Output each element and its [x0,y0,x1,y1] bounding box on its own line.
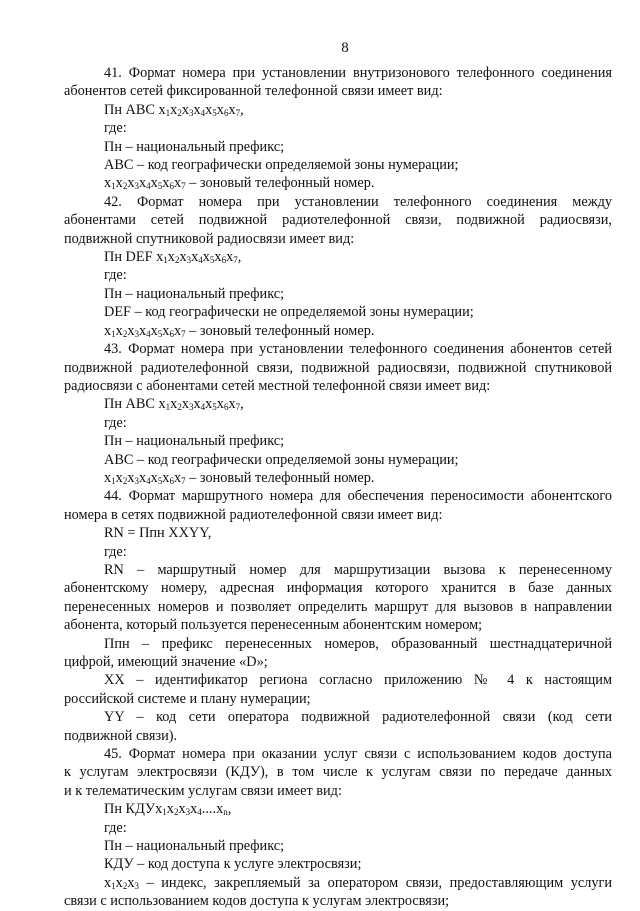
text-line: подвижной связи). [64,727,178,744]
text-line: 42. Формат номера при установлении телефонного соединения между [104,193,612,210]
text-line: подвижной радиотелефонной связи, подвижной радиосвязи, подвижной спутниковой [64,359,612,376]
text-line: номера в сетях подвижной радиотелефонной связи имеет вид: [64,506,443,523]
text-line: КДУ – код доступа к услуге электросвязи; [104,856,362,873]
text-line: 45. Формат номера при оказании услуг связи с использованием кодов доступа [104,746,612,763]
text-line: где: [104,414,127,431]
text-line: где: [104,120,127,137]
text-line: Пн – национальный префикс; [104,433,285,450]
text-line: 41. Формат номера при установлении внутризонового телефонного соединения [104,65,612,81]
text-line: Пн DEF $x_1x_2x_3x_4x_5x_6x_7$, [104,249,242,266]
text-line: абонентов сетей фиксированной телефонной связи имеет вид: [64,83,443,100]
text-line: $x_1x_2x_3$ – индекс, закрепляемый за оператором связи, предоставляющим услуги [104,874,612,891]
text-line: ABC – код географически определяемой зоны нумерации; [104,451,459,468]
text-line: Пн – национальный префикс; [104,285,285,302]
text-line: $x_1x_2x_3x_4x_5x_6x_7$ – зоновый телефонный номер. [104,175,375,192]
text-line: Пн ABC $x_1x_2x_3x_4x_5x_6x_7$, [104,101,244,118]
text-line: Пн – национальный префикс; [104,138,285,155]
text-line: радиосвязи с абонентами сетей местной телефонной связи имеет вид: [64,377,491,394]
text-line: XX – идентификатор региона согласно приложению № 4 к настоящим [104,672,612,689]
text-line: Пн ABC $x_1x_2x_3x_4x_5x_6x_7$, [104,396,244,413]
text-line: где: [104,543,127,560]
page-number: 8 [341,40,349,56]
text-line: Ппн – префикс перенесенных номеров, образованный шестнадцатеричной [104,635,612,652]
text-line: DEF – код географически не определяемой зоны нумерации; [104,304,474,321]
text-line: $x_1x_2x_3x_4x_5x_6x_7$ – зоновый телефонный номер. [104,469,375,486]
text-line: к услугам электросвязи (КДУ), в том числе к услугам связи по передаче данных [64,764,612,781]
text-line: цифрой, имеющий значение «D»; [64,654,268,670]
text-line: Пн $КДУx_1x_2x_3x_4....x_n$, [104,801,232,818]
text-line: $x_1x_2x_3x_4x_5x_6x_7$ – зоновый телефонный номер. [104,322,375,339]
text-line: абонента, который пользуется перенесенным абонентским номером; [64,617,483,634]
text-line: российской системе и плану нумерации; [64,690,311,707]
document-body [64,64,612,911]
text-line: где: [104,267,127,284]
text-line: ABC – код географически определяемой зоны нумерации; [104,157,459,174]
text-line: подвижной спутниковой радиосвязи имеет вид: [64,230,355,247]
text-line: абонентскому номеру, адресная информация которого хранится в базе данных [64,580,612,597]
text-line: Пн – национальный префикс; [104,838,285,855]
text-line: 43. Формат номера при установлении телефонного соединения абонентов сетей [104,341,612,358]
text-line: и к телематическим услугам связи имеет вид: [64,782,342,799]
text-line: где: [104,819,127,836]
text-line: RN = Ппн XXYY, [104,525,212,542]
text-line: YY – код сети оператора подвижной радиотелефонной связи (код сети [104,709,612,726]
text-line: абонентами сетей подвижной радиотелефонной связи, подвижной радиосвязи, [64,212,612,229]
text-line: 44. Формат маршрутного номера для обеспечения переносимости абонентского [104,488,612,505]
text-line: RN – маршрутный номер для маршрутизации вызова к перенесенному [104,561,612,578]
text-line: перенесенных номеров и позволяет определить маршрут для вызовов в направлении [64,598,612,615]
text-line: связи с использованием кодов доступа к услугам электросвязи; [64,893,450,910]
